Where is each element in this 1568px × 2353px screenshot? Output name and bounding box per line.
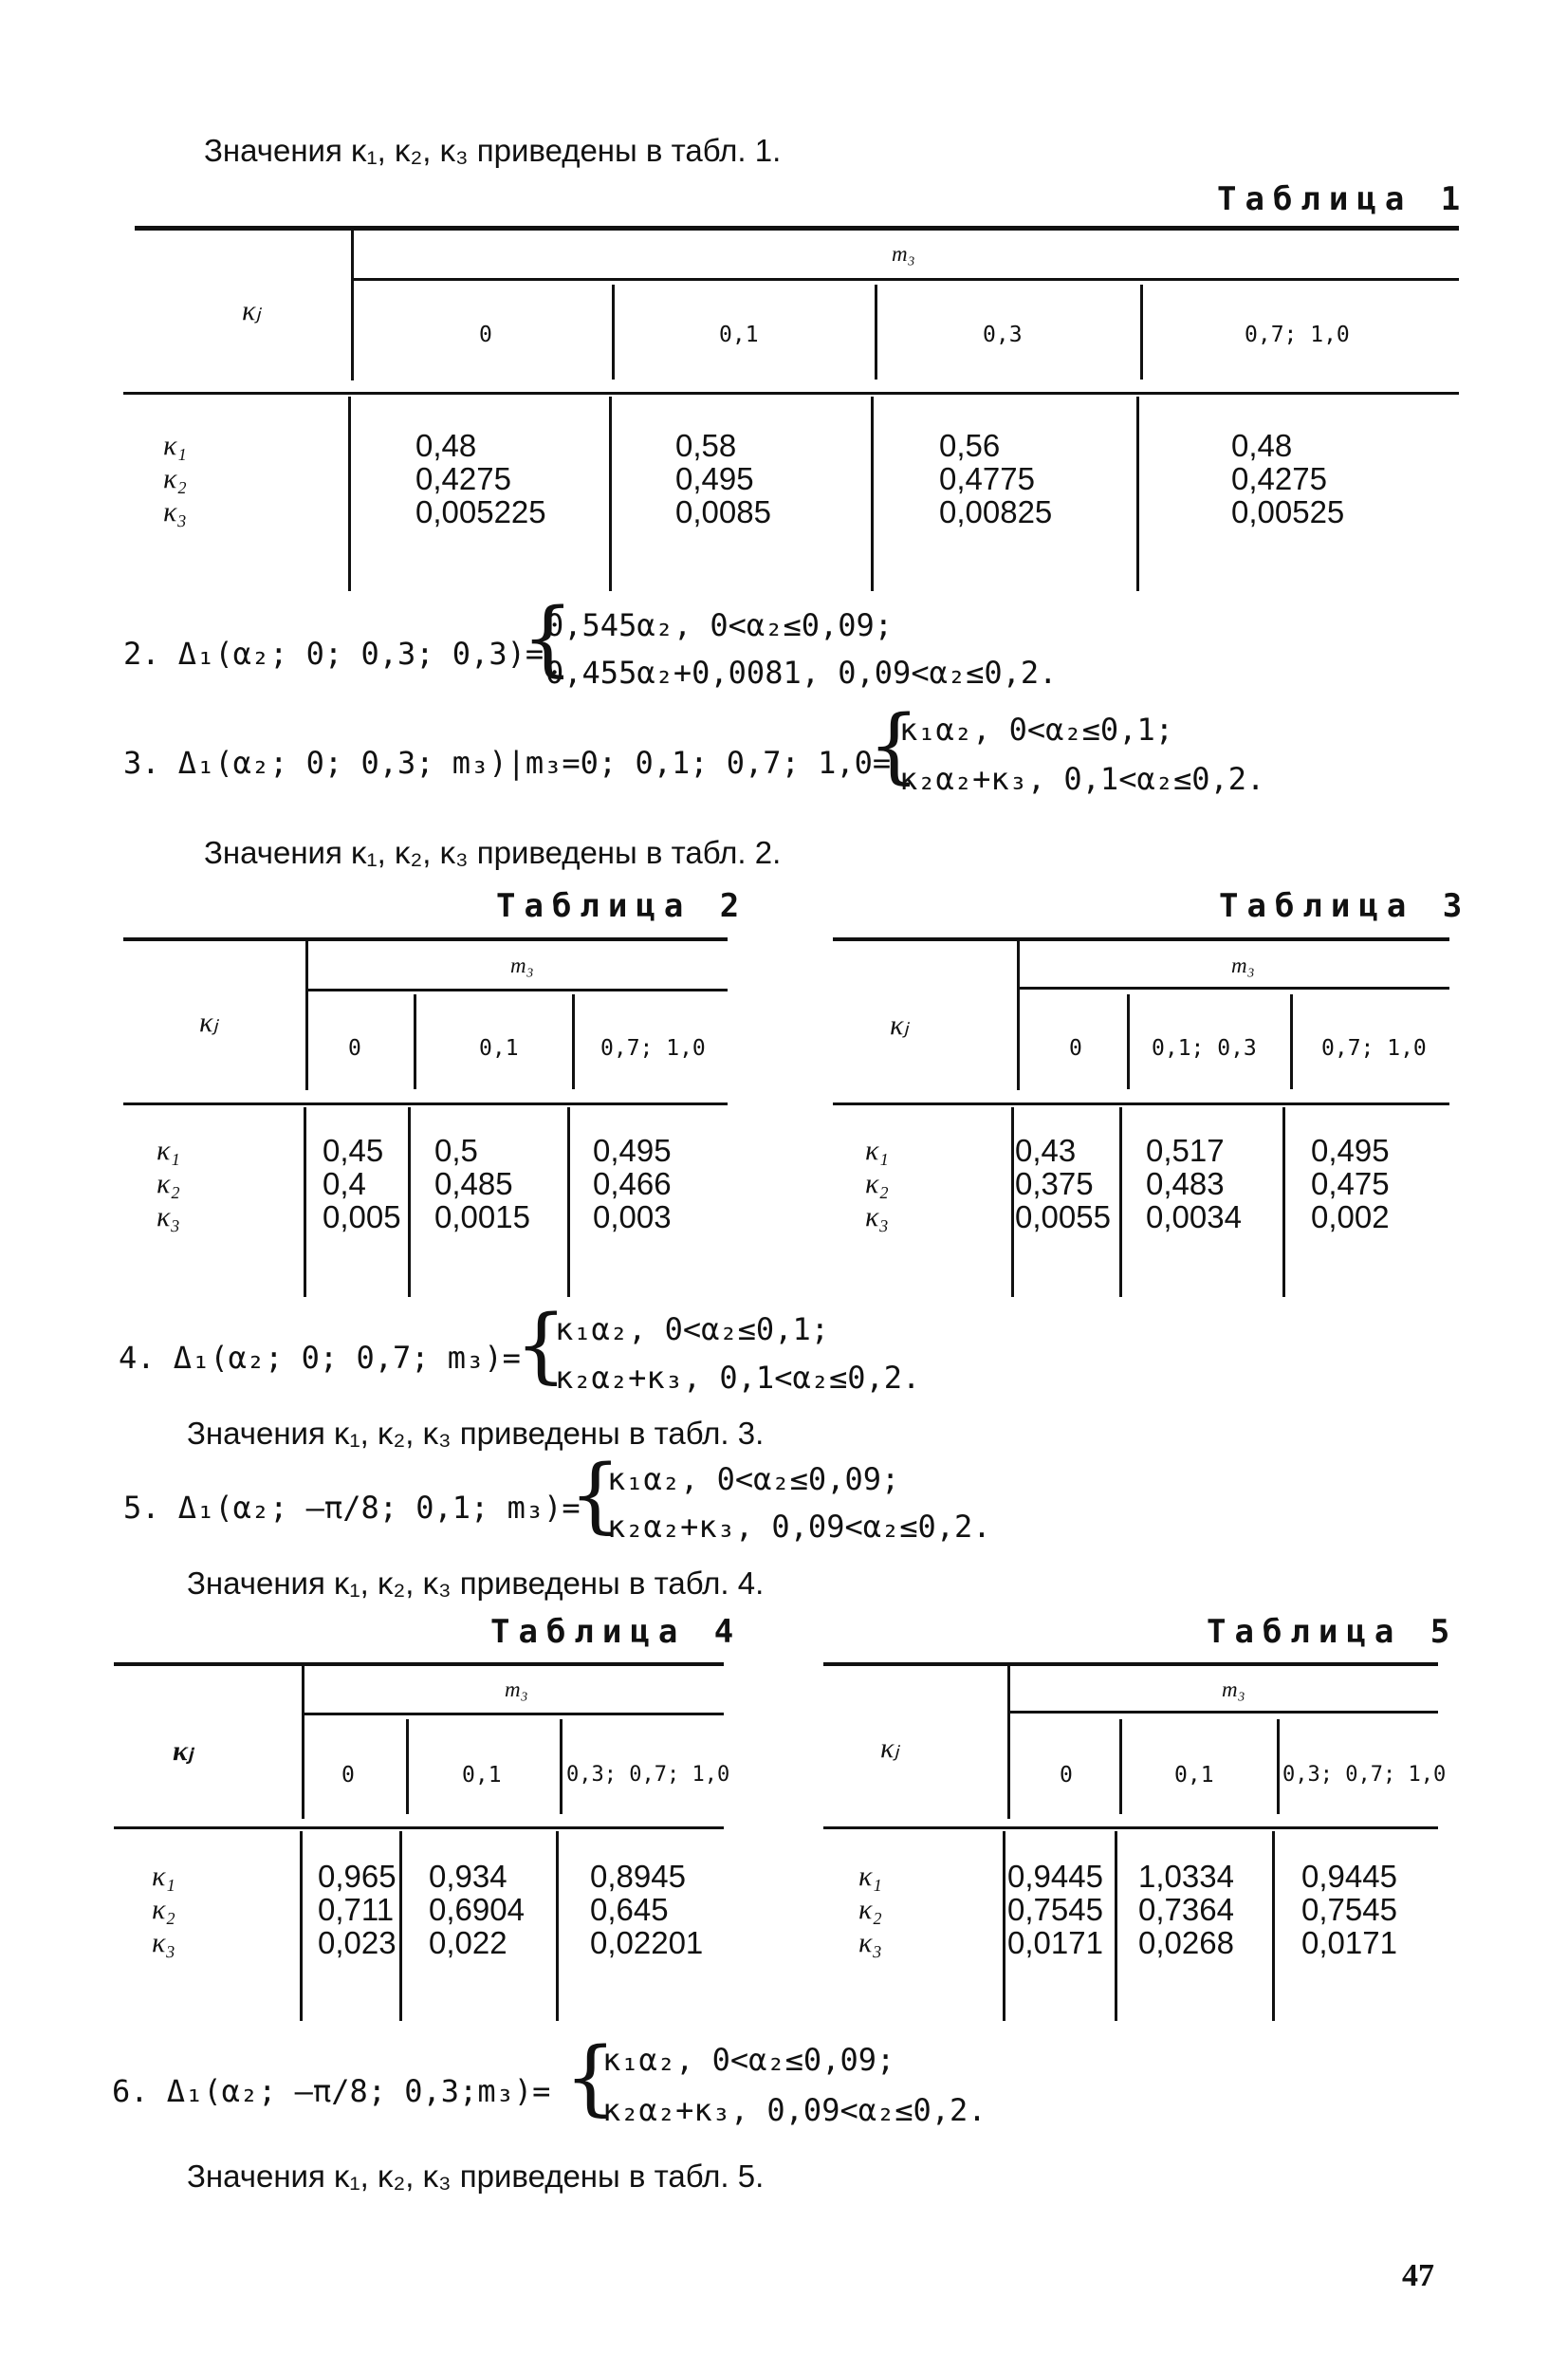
table-5-top-rule [823,1662,1438,1666]
intro-line-4: Значения κ₁, κ₂, κ₃ приведены в табл. 4. [187,1566,765,1601]
table-3-col-values: 0,517 0,483 0,0034 [1146,1133,1242,1234]
formula-5-brace: { [569,1448,621,1543]
table-4-body-divider [556,1831,559,2021]
table-1-header-rule [123,392,1459,395]
table-1-col-divider [612,285,615,380]
table-1-col-values: 0,48 0,4275 0,00525 [1231,428,1345,529]
table-3-col-values: 0,43 0,375 0,0055 [1015,1133,1111,1234]
page-number: 47 [1402,2258,1434,2293]
formula-3-case-1: κ₁α₂, 0<α₂≤0,1; [899,712,1173,748]
formula-6-case-1: κ₁α₂, 0<α₂≤0,09; [602,2042,895,2078]
table-5-sub-rule [1007,1711,1438,1714]
table-3-col-values: 0,495 0,475 0,002 [1311,1133,1390,1234]
table-1-kj-header: κⱼ [242,295,261,326]
table-4-header-rule [114,1826,724,1829]
formula-6-case-2: κ₂α₂+κ₃, 0,09<α₂≤0,2. [602,2092,987,2128]
table-1-col-values: 0,58 0,495 0,0085 [675,428,771,529]
table-3-m3-header: m₃ [1231,954,1255,977]
table-2-caption: Таблица 2 [496,887,748,925]
table-5-col-header: 0,1 [1174,1763,1214,1788]
table-1-col-divider [1140,285,1143,380]
formula-2-lhs: 2. Δ₁(α₂; 0; 0,3; 0,3)= [123,636,544,672]
table-2-col-values: 0,495 0,466 0,003 [593,1133,672,1234]
table-4-top-rule [114,1662,724,1666]
intro-line-3: Значения κ₁, κ₂, κ₃ приведены в табл. 3. [187,1416,765,1451]
table-5-col-divider [1277,1719,1280,1814]
table-3-body-divider [1119,1107,1122,1297]
formula-4-brace: { [515,1298,567,1393]
table-5-col-divider [1119,1719,1122,1814]
formula-3-case-2: κ₂α₂+κ₃, 0,1<α₂≤0,2. [899,761,1265,797]
table-4-col-values: 0,965 0,711 0,023 [318,1859,397,1960]
table-1-body-divider [609,397,612,591]
table-3-header-rule [833,1102,1449,1105]
table-3-col-divider [1290,994,1293,1089]
table-3-col-header: 0 [1069,1036,1082,1061]
table-1-body-divider [348,397,351,591]
table-5-header-rule [823,1826,1438,1829]
formula-4-case-2: κ₂α₂+κ₃, 0,1<α₂≤0,2. [555,1360,921,1396]
table-4-body-divider [399,1831,402,2021]
table-2-col-values: 0,5 0,485 0,0015 [434,1133,530,1234]
table-3-top-rule [833,937,1449,941]
table-1-col-values: 0,48 0,4275 0,005225 [415,428,546,529]
formula-5-case-1: κ₁α₂, 0<α₂≤0,09; [607,1461,900,1497]
table-3-divider [1017,940,1020,1090]
table-2-m3-header: m₃ [510,954,534,977]
table-3-body-divider [1011,1107,1014,1297]
table-1-top-rule [135,226,1459,231]
table-3-body-divider [1282,1107,1285,1297]
formula-3-lhs: 3. Δ₁(α₂; 0; 0,3; m₃)|m₃=0; 0,1; 0,7; 1,0= [123,745,892,781]
table-1-col-header: 0,3 [983,323,1023,347]
table-4-m3-header: m₃ [505,1677,528,1701]
table-1-row-labels: κ₁ κ₂ κ₃ [163,430,187,528]
table-2-kj-header: κⱼ [199,1007,218,1038]
table-5-kj-header: κⱼ [880,1732,899,1764]
table-2-sub-rule [305,989,728,991]
table-3-sub-rule [1017,987,1449,990]
table-1-body-divider [871,397,874,591]
formula-2-case-1: 0,545α₂, 0<α₂≤0,09; [545,607,894,643]
formula-3-brace: { [868,698,920,793]
table-4-row-labels: κ₁ κ₂ κ₃ [152,1861,175,1958]
table-2-col-divider [414,994,416,1089]
table-4-col-header: 0 [341,1763,355,1788]
table-3-col-header: 0,7; 1,0 [1321,1036,1427,1061]
table-4-col-values: 0,934 0,6904 0,022 [429,1859,525,1960]
intro-line-1: Значения κ₁, κ₂, κ₃ приведены в табл. 1. [204,133,782,168]
table-1-col-values: 0,56 0,4775 0,00825 [939,428,1053,529]
formula-2-brace: { [522,591,574,686]
table-4-caption: Таблица 4 [490,1613,743,1651]
table-4-col-header: 0,3; 0,7; 1,0 [566,1763,730,1787]
table-3-row-labels: κ₁ κ₂ κ₃ [865,1135,889,1232]
table-4-divider [302,1665,304,1819]
table-1-col-divider [875,285,877,380]
intro-line-5: Значения κ₁, κ₂, κ₃ приведены в табл. 5. [187,2158,765,2194]
table-1-m3-header: m₃ [892,242,915,266]
table-3-col-divider [1127,994,1130,1089]
table-1-col-header: 0,7; 1,0 [1245,323,1350,347]
table-4-col-divider [406,1719,409,1814]
table-5-divider [1007,1665,1010,1819]
formula-6-brace: { [564,2030,617,2125]
table-1-body-divider [1136,397,1139,591]
table-2-body-divider [408,1107,411,1297]
table-5-body-divider [1003,1831,1005,2021]
table-5-body-divider [1272,1831,1275,2021]
table-5-caption: Таблица 5 [1207,1613,1459,1651]
table-3-caption: Таблица 3 [1219,887,1471,925]
table-5-col-values: 1,0334 0,7364 0,0268 [1138,1859,1234,1960]
formula-4-case-1: κ₁α₂, 0<α₂≤0,1; [555,1311,829,1347]
table-3-kj-header: κⱼ [890,1010,909,1041]
table-1-divider [351,229,354,380]
formula-2-case-2: 0,455α₂+0,0081, 0,09<α₂≤0,2. [545,655,1058,691]
table-2-col-values: 0,45 0,4 0,005 [323,1133,401,1234]
table-5-col-header: 0 [1060,1763,1073,1788]
table-2-body-divider [567,1107,570,1297]
table-2-col-header: 0,1 [479,1036,519,1061]
formula-5-lhs: 5. Δ₁(α₂; —π/8; 0,1; m₃)= [123,1490,581,1526]
table-1-sub-rule [351,278,1459,281]
formula-6-lhs: 6. Δ₁(α₂; —π/8; 0,3;m₃)= [112,2073,551,2109]
table-5-col-values: 0,9445 0,7545 0,0171 [1007,1859,1103,1960]
formula-4-lhs: 4. Δ₁(α₂; 0; 0,7; m₃)= [119,1340,521,1376]
table-4-kj-header: κⱼ [173,1735,194,1767]
table-5-row-labels: κ₁ κ₂ κ₃ [858,1861,882,1958]
table-2-body-divider [304,1107,306,1297]
table-5-col-header: 0,3; 0,7; 1,0 [1282,1763,1447,1787]
table-1-caption: Таблица 1 [1217,180,1469,218]
table-2-header-rule [123,1102,728,1105]
table-2-col-header: 0,7; 1,0 [600,1036,706,1061]
intro-line-2: Значения κ₁, κ₂, κ₃ приведены в табл. 2. [204,835,782,870]
table-2-col-header: 0 [348,1036,361,1061]
table-2-col-divider [572,994,575,1089]
table-2-divider [305,940,308,1090]
table-4-body-divider [300,1831,303,2021]
table-5-m3-header: m₃ [1222,1677,1245,1701]
table-2-row-labels: κ₁ κ₂ κ₃ [157,1135,180,1232]
table-2-top-rule [123,937,728,941]
table-5-body-divider [1115,1831,1117,2021]
table-1-col-header: 0,1 [719,323,759,347]
formula-5-case-2: κ₂α₂+κ₃, 0,09<α₂≤0,2. [607,1509,991,1545]
table-4-col-divider [560,1719,563,1814]
table-4-sub-rule [302,1713,724,1715]
table-3-col-header: 0,1; 0,3 [1152,1036,1257,1061]
table-1-col-header: 0 [479,323,492,347]
table-4-col-values: 0,8945 0,645 0,02201 [590,1859,704,1960]
table-5-col-values: 0,9445 0,7545 0,0171 [1301,1859,1397,1960]
table-4-col-header: 0,1 [462,1763,502,1788]
